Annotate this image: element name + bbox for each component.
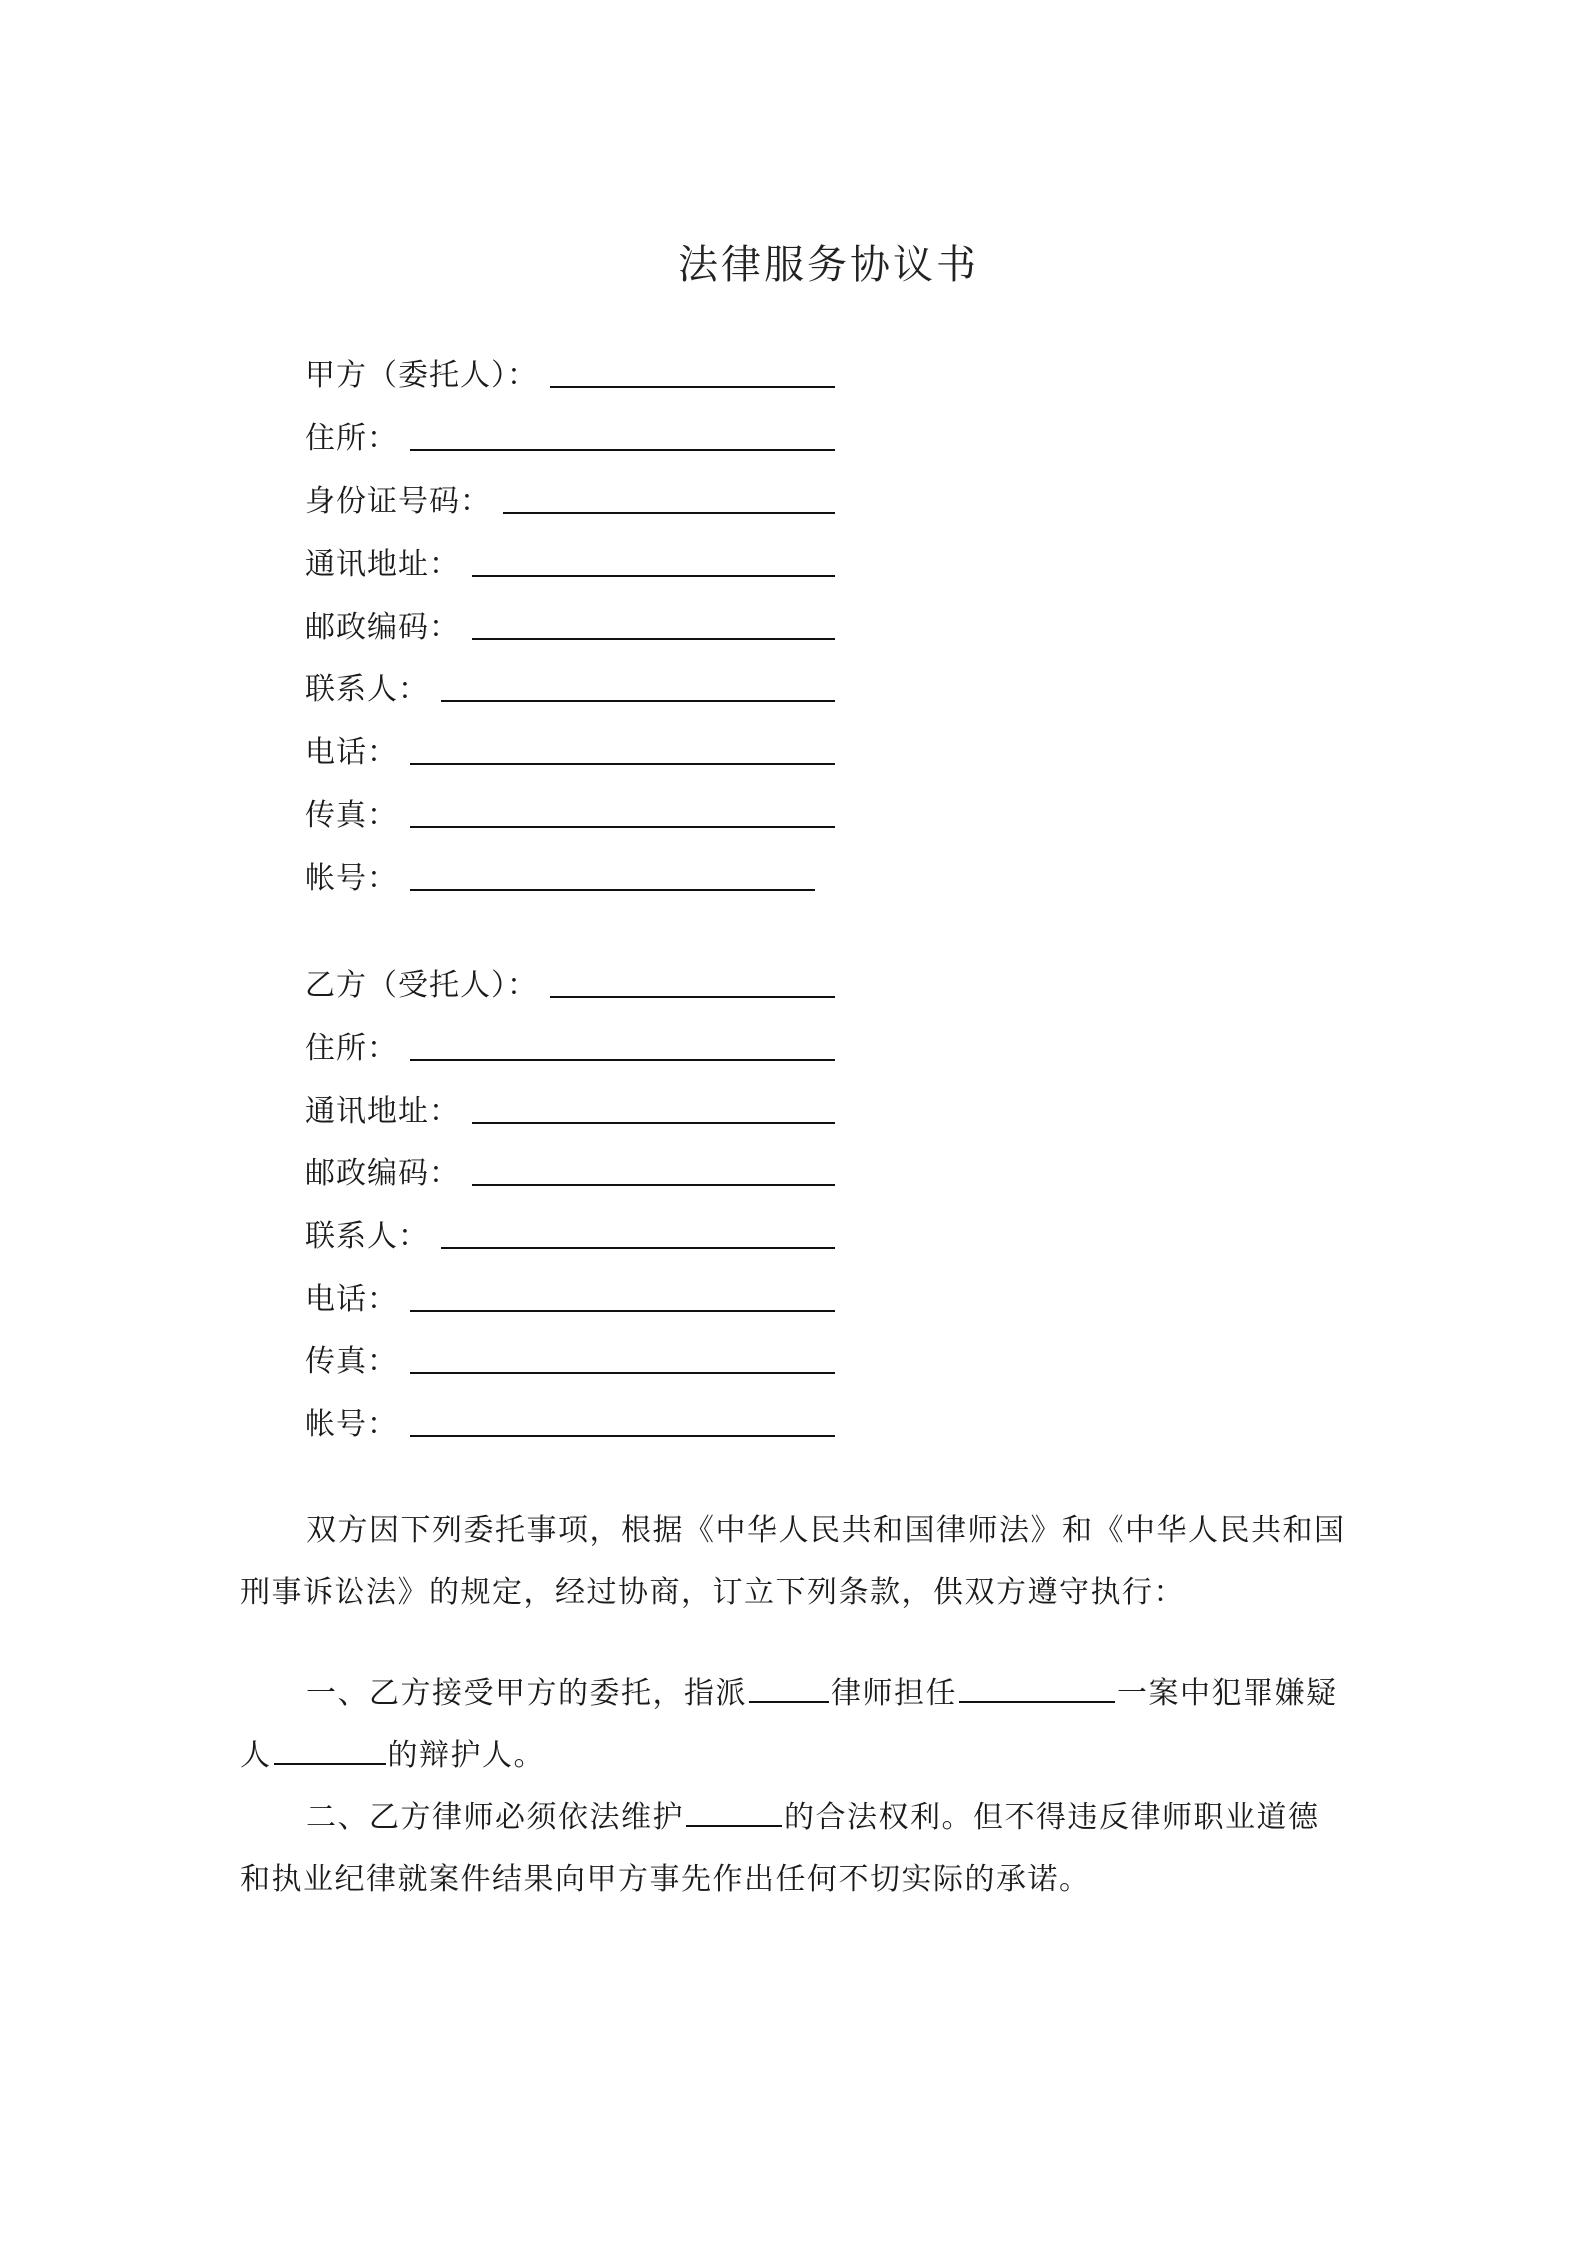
field-label: 甲方（委托人）： [305,358,538,393]
field-label: 帐号： [305,861,398,896]
party-a-name-field[interactable] [305,352,835,396]
fill-line[interactable] [472,574,835,577]
party-a-residence-field[interactable] [305,415,835,459]
field-label: 通讯地址： [305,547,460,582]
party-a-phone-field[interactable] [305,729,835,773]
party-b-postcode-field[interactable] [305,1150,835,1194]
suspect-name-blank[interactable] [274,1733,386,1765]
clause-1-text-3: 一案中犯罪嫌疑 [1117,1676,1338,1711]
fill-line[interactable] [503,511,835,514]
field-label: 帐号： [305,1407,398,1442]
field-label: 联系人： [305,672,429,707]
clause-1-text-1: 一、乙方接受甲方的委托，指派 [306,1676,747,1711]
party-b-phone-field[interactable] [305,1276,835,1320]
fill-line[interactable] [410,888,815,891]
fill-line[interactable] [410,1309,835,1312]
field-label: 邮政编码： [305,1156,460,1191]
field-label: 电话： [305,735,398,770]
party-b-fax-field[interactable] [305,1338,835,1382]
field-label: 电话： [305,1282,398,1317]
party-b-contact-field[interactable] [305,1213,835,1257]
document-title: 法律服务协议书 [678,242,979,288]
protected-party-blank[interactable] [686,1795,782,1827]
party-a-address-field[interactable] [305,541,835,585]
clause-1-text-5: 的辩护人。 [387,1738,545,1773]
fill-line[interactable] [410,1058,835,1061]
field-label: 通讯地址： [305,1094,460,1129]
fill-line[interactable] [410,762,835,765]
clause-1-paragraph [240,1663,1355,1787]
party-a-id-number-field[interactable] [305,478,835,522]
fill-line[interactable] [410,448,835,451]
fill-line[interactable] [472,1121,835,1124]
field-label: 住所： [305,1031,398,1066]
fill-line[interactable] [441,699,835,702]
fill-line[interactable] [550,995,835,998]
party-a-postcode-field[interactable] [305,604,835,648]
fill-line[interactable] [472,637,835,640]
field-label: 邮政编码： [305,610,460,645]
case-name-blank[interactable] [959,1671,1115,1703]
party-b-address-field[interactable] [305,1088,835,1132]
clause-2-line-2: 和执业纪律就案件结果向甲方事先作出任何不切实际的承诺。 [240,1862,1091,1897]
fill-line[interactable] [410,1434,835,1437]
fill-line[interactable] [410,1371,835,1374]
field-label: 身份证号码： [305,484,491,519]
clause-2-paragraph [240,1787,1355,1911]
field-label: 住所： [305,421,398,456]
fill-line[interactable] [550,385,835,388]
party-b-residence-field[interactable] [305,1025,835,1069]
clause-1-text-4: 人 [240,1738,272,1773]
fill-line[interactable] [472,1183,835,1186]
fill-line[interactable] [410,825,835,828]
clause-2-text-1: 二、乙方律师必须依法维护 [306,1800,684,1835]
preamble-line-1: 双方因下列委托事项，根据《中华人民共和国律师法》和《中华人民共和国 [306,1513,1346,1548]
field-label: 传真： [305,798,398,833]
party-a-contact-field[interactable] [305,666,835,710]
party-b-name-field[interactable] [305,962,835,1006]
lawyer-name-blank[interactable] [749,1671,829,1703]
preamble-paragraph [240,1500,1355,1624]
party-a-account-field[interactable] [305,855,835,899]
preamble-line-2: 刑事诉讼法》的规定，经过协商，订立下列条款，供双方遵守执行： [240,1575,1185,1610]
field-label: 传真： [305,1344,398,1379]
clause-1-text-2: 律师担任 [831,1676,957,1711]
field-label: 乙方（受托人）： [305,968,538,1003]
clause-2-text-2: 的合法权利。但不得违反律师职业道德 [784,1800,1320,1835]
fill-line[interactable] [441,1246,835,1249]
party-a-fax-field[interactable] [305,792,835,836]
party-b-account-field[interactable] [305,1401,835,1445]
field-label: 联系人： [305,1219,429,1254]
